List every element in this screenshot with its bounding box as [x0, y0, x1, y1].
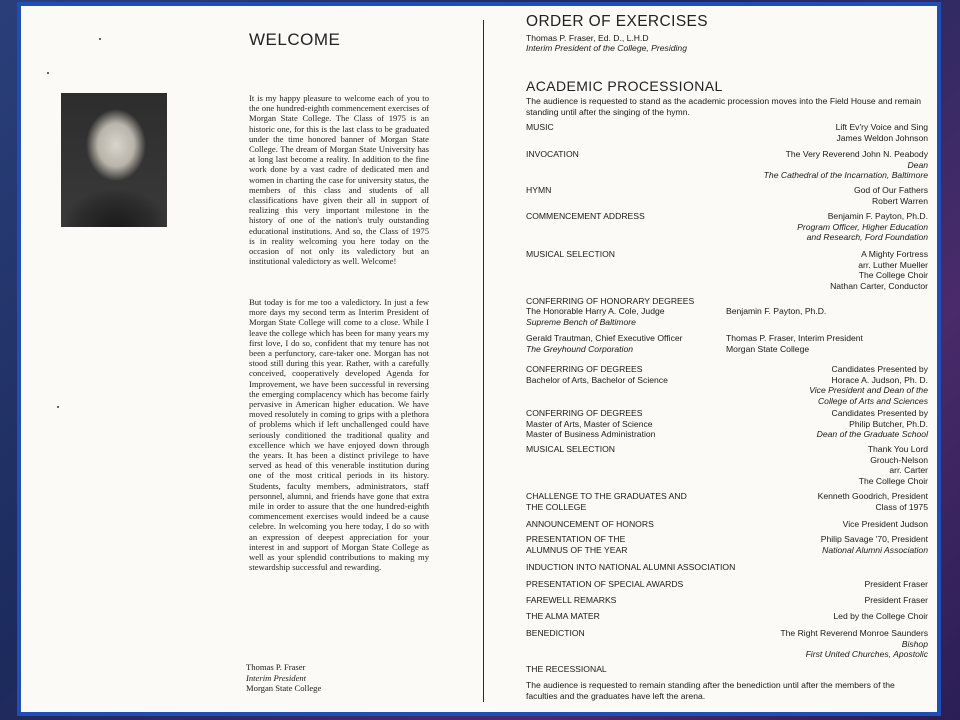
program-item-detail: [854, 185, 928, 206]
program-item-detail-line: A Mighty Fortress: [861, 249, 928, 259]
program-item-label-line: BENEDICTION: [526, 628, 585, 638]
program-item-detail-line: Candidates Presented by: [831, 408, 928, 418]
program-item-detail: [818, 491, 928, 512]
program-item-label: [526, 444, 615, 455]
program-item-detail: [833, 611, 928, 622]
program-item-detail: [821, 534, 928, 555]
program-item-label: [526, 519, 654, 530]
president-portrait: [61, 93, 167, 227]
welcome-title: WELCOME: [249, 30, 341, 49]
program-item-detail-line: Led by the College Choir: [833, 611, 928, 621]
honorary-title: CONFERRING OF HONORARY DEGREES: [526, 296, 695, 306]
program-item-label: [526, 408, 655, 440]
program-item-label: [526, 562, 735, 573]
program-item-label-line: MUSICAL SELECTION: [526, 444, 615, 454]
program-item-label-line: HYMN: [526, 185, 552, 195]
program-item-detail-line: The Very Reverend John N. Peabody: [785, 149, 928, 159]
program-item-detail-line: James Weldon Johnson: [836, 132, 928, 143]
honoree: [526, 306, 665, 327]
program-item-detail-line: National Alumni Association: [822, 544, 928, 555]
program-item-label-line: Master of Business Administration: [526, 429, 656, 439]
program-item-detail-line: Class of 1975: [875, 501, 928, 512]
program-item-detail: [836, 122, 928, 143]
program-item-detail: [864, 595, 928, 606]
presenter-line: Morgan State College: [726, 343, 810, 354]
honoree-line: The Honorable Harry A. Cole, Judge: [526, 306, 665, 316]
program-item-label-line: MUSICAL SELECTION: [526, 249, 615, 259]
program-item-detail-line: Program Officer, Higher Education: [797, 221, 928, 232]
program-item-detail-line: Vice President and Dean of the: [809, 385, 928, 395]
order-title: ORDER OF EXERCISES: [526, 13, 709, 30]
welcome-paragraph-2: But today is for me too a valedictory. In just a few more days my second term as Interim President of Morgan State College will come to a close. While I leave the college which has been for many years my first love, I do so, confident that my tenure has not been a perfunctory, care-taker one. Morgan has not stood still during this year. Rather, with a carefully conceived, cooperatively developed Agenda for Improvement, we have been successful in reversing the emerging complacency which has become fairly pervasive in American higher education. We have moved resolutely in coming to grips with a plethora of problems which if left unchallenged could have seriously conditioned the traditional quality and excellence which we have enjoyed down through the years. It has been a distinct privilege to have served as head of this venerable institution during one of the most critical periods in its history. Students, faculty members, administrators, staff personnel, alumni, and friends have gone that extra mile in order to assure that the one hundred-eighth commencement exercises would indeed be a cause celebre. In welcoming you here today, I do so with an expression of deepest appreciation for your interest in and support of Morgan State College as well as your splendid contributions to making my stewardship successful and rewarding.: [249, 297, 429, 573]
program-item-label-line: INDUCTION INTO NATIONAL ALUMNI ASSOCIATION: [526, 562, 736, 572]
program-item-detail-line: The Right Reverend Monroe Saunders: [780, 628, 928, 638]
program-item-detail-line: God of Our Fathers: [853, 185, 928, 195]
processional-title: ACADEMIC PROCESSIONAL: [526, 78, 723, 94]
program-item-detail-line: and Research, Ford Foundation: [806, 232, 928, 242]
presider-name: Thomas P. Fraser, Ed. D., L.H.D: [526, 33, 649, 43]
program-item-detail-line: arr. Carter: [889, 465, 928, 475]
signature-block: [246, 662, 321, 694]
program-item-label: [526, 628, 585, 639]
recessional-note: The audience is requested to remain standing after the benediction until after the members of the faculties and the graduates have left the arena.: [526, 680, 895, 701]
program-item-label-line: CONFERRING OF DEGREES: [526, 364, 643, 374]
presenter-line: Benjamin F. Payton, Ph.D.: [726, 306, 827, 316]
recessional-title: THE RECESSIONAL: [526, 664, 607, 674]
program-item-detail: [780, 628, 928, 660]
program-page: [21, 6, 937, 712]
program-item-label-line: Bachelor of Arts, Bachelor of Science: [526, 374, 668, 385]
program-item-label: [526, 185, 551, 196]
program-item-detail-line: President Fraser: [864, 579, 928, 589]
program-item-detail-line: Benjamin F. Payton, Ph.D.: [827, 211, 928, 221]
program-item-detail-line: First United Churches, Apostolic: [805, 649, 928, 659]
program-item-label: [526, 534, 627, 555]
honoree: [526, 333, 683, 354]
program-item-label-line: PRESENTATION OF THE: [526, 534, 626, 544]
program-item-detail-line: Kenneth Goodrich, President: [817, 491, 928, 501]
program-item-detail: [843, 519, 928, 530]
program-item-detail-line: The College Choir: [858, 475, 928, 486]
program-item-detail-line: The College Choir: [858, 270, 928, 280]
program-item-label: [526, 122, 554, 133]
program-item-label: [526, 364, 668, 385]
program-item-label: [526, 595, 616, 606]
welcome-paragraph-1: It is my happy pleasure to welcome each of you to the one hundred-eighth commencement exercises of Morgan State College. The Class of 1975 is an historic one, for this is the last class to be graduated under the time honored banner of Morgan State College. The dream of Morgan State University has at long last become a reality. In addition to the fine work done by a vast cadre of dedicated men and women in charting the case for university status, the members of this class and students of all classifications have given their all in support of realizing this very important milestone in the history of one of the nation's truly outstanding educational institutions. And so, the Class of 1975 is in reality welcoming you here today on the occasion of not only its valedictory but an institutional valedictory as well. Welcome!: [249, 93, 429, 267]
program-item-detail: [817, 408, 928, 440]
program-item-label: [526, 491, 687, 512]
program-item-detail-line: Lift Ev'ry Voice and Sing: [835, 122, 928, 132]
program-item-label-line: INVOCATION: [526, 149, 579, 159]
program-item-label-line: THE ALMA MATER: [526, 611, 600, 621]
program-item-detail: [809, 364, 928, 406]
program-item-detail-line: Bishop: [901, 638, 928, 649]
signature-title: Interim President: [246, 672, 307, 683]
honoree-line: Supreme Bench of Baltimore: [526, 316, 636, 327]
program-item-detail-line: Philip Savage '70, President: [820, 534, 928, 544]
presenter: [726, 333, 863, 354]
program-item-label-line: MUSIC: [526, 122, 554, 132]
speck: [99, 38, 101, 40]
program-item-label-line: CHALLENGE TO THE GRADUATES AND: [526, 491, 687, 501]
program-item-detail-line: Robert Warren: [871, 195, 928, 206]
program-item-label-line: COMMENCEMENT ADDRESS: [526, 211, 645, 221]
signature-org: Morgan State College: [246, 683, 322, 693]
processional-note: The audience is requested to stand as the academic procession moves into the Field House and remain standing until after the singing of the hymn.: [526, 96, 922, 117]
presenter-line: Thomas P. Fraser, Interim President: [726, 333, 863, 343]
program-item-detail: [864, 579, 928, 590]
program-item-label-line: ANNOUNCEMENT OF HONORS: [526, 519, 654, 529]
program-item-detail-line: Vice President Judson: [842, 519, 928, 529]
program-item-detail-line: Philip Butcher, Ph.D.: [849, 418, 928, 429]
program-item-detail: [830, 249, 928, 291]
program-item-label: [526, 611, 600, 622]
program-item-detail-line: Grouch-Nelson: [870, 454, 928, 465]
program-item-detail-line: College of Arts and Sciences: [817, 395, 928, 406]
program-item-detail-line: President Fraser: [864, 595, 928, 605]
honoree-line: Gerald Trautman, Chief Executive Officer: [526, 333, 683, 343]
program-item-label: [526, 149, 579, 160]
program-item-detail: [797, 211, 928, 243]
program-item-label-line: ALUMNUS OF THE YEAR: [526, 544, 628, 555]
program-item-detail: [764, 149, 928, 181]
program-item-label-line: Master of Arts, Master of Science: [526, 418, 653, 429]
program-item-detail-line: Nathan Carter, Conductor: [830, 280, 928, 291]
signature-name: Thomas P. Fraser: [246, 662, 306, 672]
program-item-label: [526, 579, 683, 590]
presider-role: Interim President of the College, Presiding: [526, 43, 687, 53]
program-item-label-line: THE COLLEGE: [526, 501, 587, 512]
program-item-detail-line: Dean of the Graduate School: [816, 429, 928, 439]
speck: [47, 72, 49, 74]
program-item-detail-line: Horace A. Judson, Ph. D.: [831, 374, 928, 385]
program-item-detail: [859, 444, 928, 486]
presenter: [726, 306, 826, 317]
program-item-label-line: PRESENTATION OF SPECIAL AWARDS: [526, 579, 684, 589]
program-item-detail-line: Candidates Presented by: [831, 364, 928, 374]
program-item-detail-line: Thank You Lord: [867, 444, 928, 454]
program-item-detail-line: arr. Luther Mueller: [858, 259, 928, 270]
speck: [57, 406, 59, 408]
program-item-detail-line: The Cathedral of the Incarnation, Baltimore: [763, 170, 928, 180]
program-item-label-line: FAREWELL REMARKS: [526, 595, 617, 605]
program-item-label-line: CONFERRING OF DEGREES: [526, 408, 643, 418]
program-item-label: [526, 211, 645, 222]
program-item-detail-line: Dean: [907, 159, 928, 170]
page-divider: [483, 20, 484, 702]
honoree-line: The Greyhound Corporation: [526, 343, 634, 354]
program-item-label: [526, 249, 615, 260]
